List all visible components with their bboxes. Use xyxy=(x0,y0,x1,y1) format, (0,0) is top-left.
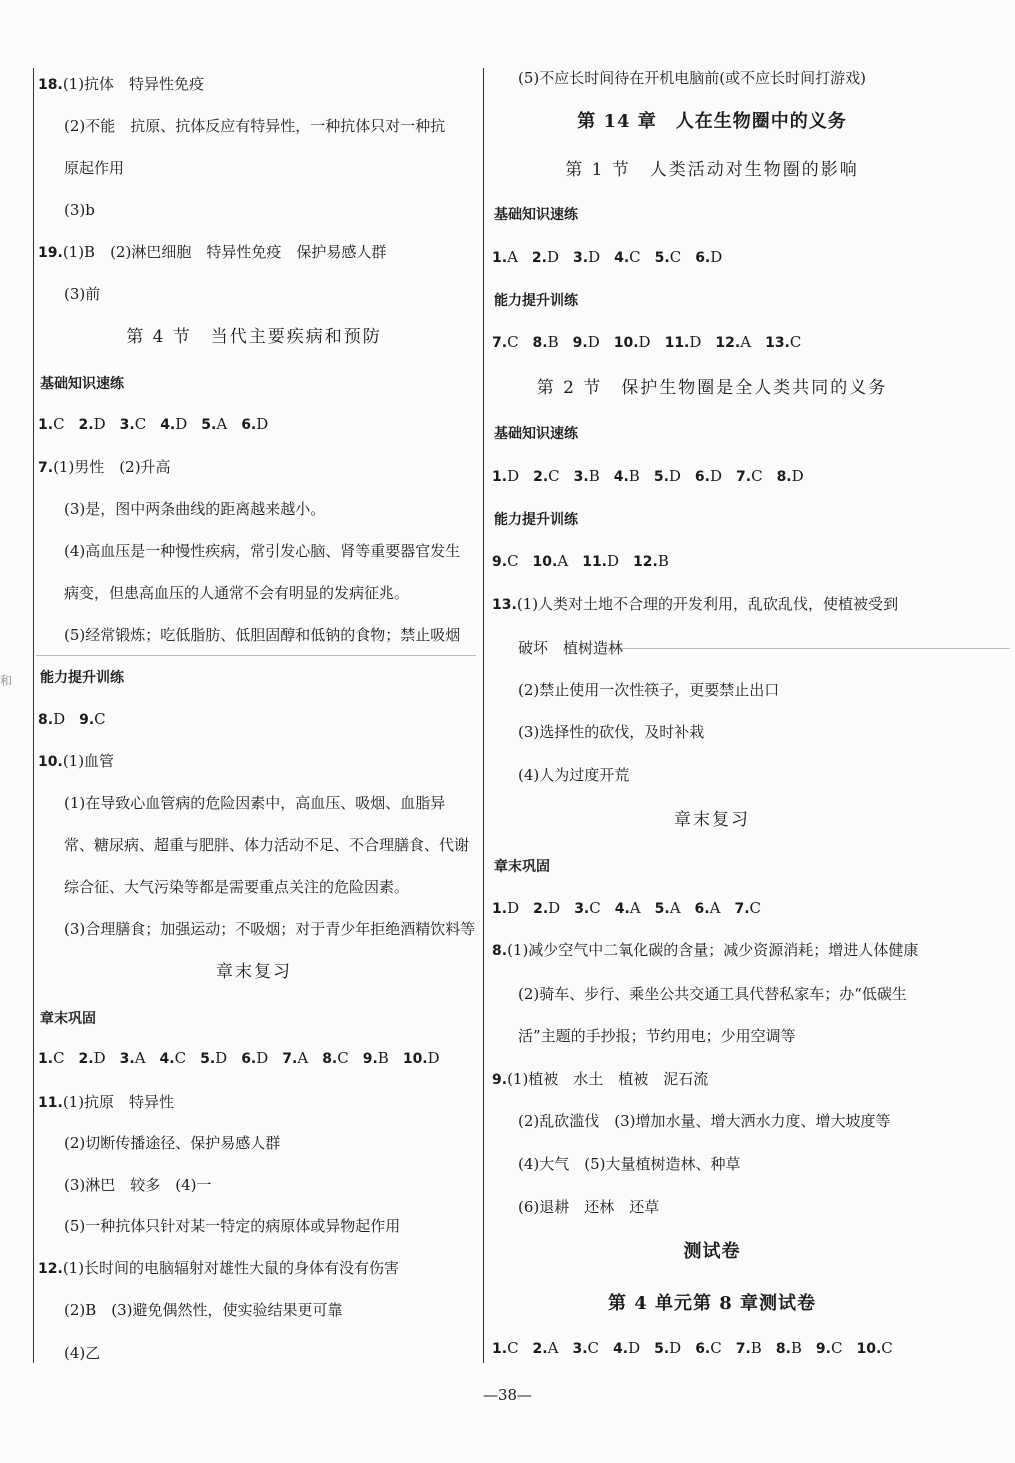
answer-number: 2. xyxy=(533,469,549,485)
answer-item xyxy=(695,1338,722,1359)
answer-choice: A xyxy=(629,899,641,917)
answer-item xyxy=(615,898,641,919)
answer-number: 5. xyxy=(654,250,670,266)
q9-line1: 9.(1)植被 水土 植被 泥石流 xyxy=(492,1070,709,1088)
answer-number: 3. xyxy=(572,1341,588,1357)
answer-choice: C xyxy=(669,248,682,266)
answer-item xyxy=(403,1048,440,1069)
answer-choice: A xyxy=(557,552,569,570)
answer-number: 8. xyxy=(532,335,548,351)
s2-ability-answers xyxy=(492,551,683,572)
section-separator-left xyxy=(36,655,476,656)
answer-number: 4. xyxy=(614,250,630,266)
answer-item xyxy=(614,247,641,268)
answer-item xyxy=(79,414,106,435)
answer-item xyxy=(613,1338,640,1359)
answer-item xyxy=(573,247,600,268)
q19-line1: 19.(1)B (2)淋巴细胞 特异性免疫 保护易感人群 xyxy=(38,243,387,261)
answer-choice: D xyxy=(709,467,723,485)
s1-ability-answers xyxy=(492,332,815,353)
answer-number: 12. xyxy=(633,554,658,570)
answer-choice: D xyxy=(628,1339,641,1357)
answer-choice: D xyxy=(507,899,520,917)
answer-item xyxy=(614,466,640,487)
answer-number: 7. xyxy=(282,1051,298,1067)
answer-number: 5. xyxy=(653,469,669,485)
answer-number: 7. xyxy=(735,1341,751,1357)
answer-item xyxy=(38,414,65,435)
ability-label: 能力提升训练 xyxy=(40,670,124,686)
q8-line2: (2)骑车、步行、乘坐公共交通工具代替私家车；办“低碳生 xyxy=(518,985,907,1003)
review-label-right: 章末巩固 xyxy=(494,859,550,875)
answer-item xyxy=(200,1048,227,1069)
answer-choice: C xyxy=(507,552,519,570)
answer-item xyxy=(715,332,751,353)
q11-line2: (2)切断传播途径、保护易感人群 xyxy=(64,1134,281,1152)
answer-choice: D xyxy=(256,415,269,433)
answer-number: 4. xyxy=(613,469,629,485)
answer-item xyxy=(492,247,518,268)
answer-choice: D xyxy=(588,248,601,266)
answer-number: 6. xyxy=(695,1341,711,1357)
answer-number: 7. xyxy=(734,901,750,917)
q18-line4: (3)b xyxy=(64,201,95,219)
answer-item xyxy=(572,1338,599,1359)
answer-number: 2. xyxy=(78,1051,94,1067)
answer-number: 1. xyxy=(492,250,508,266)
answer-choice: D xyxy=(791,467,804,485)
answer-number: 11. xyxy=(582,554,608,570)
q12-line3: (4)乙 xyxy=(64,1344,101,1362)
answer-choice: D xyxy=(215,1049,228,1067)
review-title-right: 章末复习 xyxy=(674,810,750,830)
answer-item xyxy=(533,1338,559,1359)
answer-choice: B xyxy=(750,1339,762,1357)
test-answers xyxy=(492,1338,907,1359)
review-title-left: 章末复习 xyxy=(216,962,292,982)
answer-choice: D xyxy=(548,899,561,917)
q13-line3: (2)禁止使用一次性筷子，更要禁止出口 xyxy=(518,681,780,699)
answer-number: 3. xyxy=(573,469,589,485)
q10-line4: 综合征、大气污染等都是需要重点关注的危险因素。 xyxy=(64,878,410,896)
answer-choice: A xyxy=(507,248,518,266)
answer-number: 4. xyxy=(614,901,630,917)
answer-choice: C xyxy=(53,415,65,433)
answer-choice: B xyxy=(547,333,559,351)
answer-item xyxy=(492,466,519,487)
answer-item xyxy=(533,332,559,353)
answer-number: 2. xyxy=(533,901,549,917)
s2-basic-label: 基础知识速练 xyxy=(494,426,578,442)
answer-item xyxy=(533,898,560,919)
q18-line3: 原起作用 xyxy=(64,159,125,177)
answer-number: 2. xyxy=(78,417,94,433)
answer-choice: D xyxy=(427,1049,440,1067)
answer-number: 10. xyxy=(402,1051,428,1067)
q9-line3: (4)大气 (5)大量植树造林、种草 xyxy=(518,1155,741,1173)
answer-number: 5. xyxy=(200,1051,216,1067)
answer-item xyxy=(38,1048,65,1069)
answer-choice: D xyxy=(93,1049,106,1067)
answer-number: 7. xyxy=(736,469,752,485)
section-separator-right xyxy=(600,648,1010,649)
basic-label: 基础知识速练 xyxy=(40,376,124,392)
q18-line2: (2)不能 抗原、抗体反应有特异性，一种抗体只对一种抗 xyxy=(64,117,446,135)
s1-basic-answers xyxy=(492,247,736,268)
answer-item xyxy=(241,1048,268,1069)
q7-line4: 病变，但患高血压的人通常不会有明显的发病征兆。 xyxy=(64,584,410,602)
answer-item xyxy=(492,898,519,919)
answer-choice: C xyxy=(589,899,601,917)
answer-item xyxy=(856,1338,892,1359)
answer-number: 11. xyxy=(664,335,690,351)
test-subtitle: 第 4 单元第 8 章测试卷 xyxy=(607,1293,817,1314)
answer-choice: A xyxy=(709,899,721,917)
answer-number: 9. xyxy=(362,1051,378,1067)
answer-choice: D xyxy=(53,710,66,728)
answer-item xyxy=(695,247,722,268)
answer-number: 9. xyxy=(79,712,95,728)
answer-number: 3. xyxy=(573,250,589,266)
q7-line5: (5)经常锻炼；吃低脂肪、低胆固醇和低钠的食物；禁止吸烟 xyxy=(64,626,461,644)
answer-item xyxy=(532,247,559,268)
answer-number: 10. xyxy=(532,554,558,570)
answer-number: 1. xyxy=(38,1051,54,1067)
answer-item xyxy=(201,414,227,435)
chapter-14-title: 第 14 章 人在生物圈中的义务 xyxy=(577,111,847,132)
q13-line2: 破坏 植树造林 xyxy=(518,639,624,657)
answer-item xyxy=(655,247,682,268)
answer-item xyxy=(574,466,600,487)
answer-choice: B xyxy=(657,552,669,570)
answer-item xyxy=(734,898,761,919)
q12-line4: (5)不应长时间待在开机电脑前(或不应长时间打游戏) xyxy=(518,69,866,87)
answer-item xyxy=(776,1338,802,1359)
answer-item xyxy=(665,332,702,353)
answer-choice: D xyxy=(668,467,681,485)
q8-line3: 活”主题的手抄报；节约用电；少用空调等 xyxy=(518,1027,796,1045)
answer-item xyxy=(363,1048,389,1069)
answer-choice: C xyxy=(548,467,560,485)
answer-choice: C xyxy=(789,333,802,351)
q10-line2: (1)在导致心血管病的危险因素中，高血压、吸烟、血脂异 xyxy=(64,794,446,812)
answer-number: 9. xyxy=(572,335,588,351)
column-divider xyxy=(483,68,484,1363)
left-margin-line xyxy=(33,68,34,1363)
answer-number: 2. xyxy=(531,250,547,266)
answer-number: 2. xyxy=(532,1341,548,1357)
answer-item xyxy=(282,1048,308,1069)
review-label-left: 章末巩固 xyxy=(40,1011,96,1027)
answer-choice: D xyxy=(546,248,559,266)
answer-choice: C xyxy=(337,1049,349,1067)
answer-item xyxy=(654,466,681,487)
answer-item xyxy=(38,709,65,730)
q7-line1: 7.(1)男性 (2)升高 xyxy=(38,458,171,476)
q12-line2: (2)B (3)避免偶然性，使实验结果更可靠 xyxy=(64,1301,343,1319)
basic-answers xyxy=(38,414,282,435)
answer-item xyxy=(582,551,619,572)
answer-choice: C xyxy=(629,248,641,266)
q7-line2: (3)是，图中两条曲线的距离越来越小。 xyxy=(64,500,326,518)
s2-basic-answers xyxy=(492,466,818,487)
answer-choice: A xyxy=(216,415,228,433)
answer-choice: D xyxy=(587,333,600,351)
answer-number: 4. xyxy=(159,1051,175,1067)
answer-number: 6. xyxy=(695,250,711,266)
answer-choice: D xyxy=(669,1339,682,1357)
q12-line1: 12.(1)长时间的电脑辐射对雄性大鼠的身体有没有伤害 xyxy=(38,1259,400,1277)
answer-number: 1. xyxy=(492,901,508,917)
answer-choice: C xyxy=(174,1049,187,1067)
answer-choice: C xyxy=(507,1339,519,1357)
q8-line1: 8.(1)减少空气中二氧化碳的含量；减少资源消耗；增进人体健康 xyxy=(492,941,919,959)
answer-choice: C xyxy=(134,415,147,433)
answer-item xyxy=(765,332,801,353)
answer-choice: B xyxy=(790,1339,802,1357)
answer-number: 4. xyxy=(613,1341,629,1357)
answer-item xyxy=(736,466,763,487)
edge-character: 和 xyxy=(0,674,13,688)
section-title-4: 第 4 节 当代主要疾病和预防 xyxy=(126,327,382,347)
q19-line2: (3)前 xyxy=(64,285,101,303)
answer-number: 8. xyxy=(776,469,792,485)
answer-number: 6. xyxy=(241,417,257,433)
answer-choice: C xyxy=(751,467,763,485)
page-number: —38— xyxy=(482,1386,533,1404)
answer-choice: D xyxy=(256,1049,269,1067)
answer-choice: D xyxy=(93,415,106,433)
answer-number: 9. xyxy=(815,1341,831,1357)
answer-item xyxy=(160,1048,187,1069)
answer-item xyxy=(695,898,721,919)
answer-number: 8. xyxy=(775,1341,791,1357)
answer-item xyxy=(736,1338,762,1359)
answer-choice: A xyxy=(740,333,752,351)
answer-choice: C xyxy=(53,1049,65,1067)
answer-item xyxy=(492,551,519,572)
s1-ability-label: 能力提升训练 xyxy=(494,293,578,309)
test-title: 测试卷 xyxy=(683,1241,741,1262)
review-answers-right xyxy=(492,898,775,919)
answer-number: 10. xyxy=(856,1341,882,1357)
answer-number: 7. xyxy=(492,335,508,351)
answer-choice: D xyxy=(607,552,620,570)
answer-item xyxy=(120,1048,146,1069)
q11-line4: (5)一种抗体只针对某一特定的病原体或异物起作用 xyxy=(64,1217,401,1235)
q13-line4: (3)选择性的砍伐，及时补栽 xyxy=(518,723,705,741)
answer-item xyxy=(633,551,669,572)
answer-item xyxy=(614,332,651,353)
answer-choice: D xyxy=(638,333,651,351)
q11-line1: 11.(1)抗原 特异性 xyxy=(38,1093,175,1111)
answer-number: 4. xyxy=(160,417,176,433)
answer-number: 13. xyxy=(765,335,790,351)
answer-number: 3. xyxy=(119,417,135,433)
answer-number: 8. xyxy=(322,1051,338,1067)
answer-number: 1. xyxy=(492,469,508,485)
answer-item xyxy=(160,414,187,435)
answer-item xyxy=(574,898,601,919)
answer-item xyxy=(79,1048,106,1069)
answer-item xyxy=(492,1338,519,1359)
q9-line4: (6)退耕 还林 还草 xyxy=(518,1198,660,1216)
answer-item xyxy=(533,551,569,572)
answer-number: 6. xyxy=(694,901,710,917)
answer-number: 12. xyxy=(715,335,741,351)
answer-choice: A xyxy=(297,1049,309,1067)
q10-line1: 10.(1)血管 xyxy=(38,752,115,770)
answer-item xyxy=(322,1048,349,1069)
answer-item xyxy=(573,332,600,353)
answer-choice: B xyxy=(377,1049,389,1067)
answer-item xyxy=(695,466,722,487)
answer-number: 1. xyxy=(492,1341,508,1357)
answer-number: 5. xyxy=(654,901,670,917)
q11-line3: (3)淋巴 较多 (4)一 xyxy=(64,1176,212,1194)
answer-item xyxy=(241,414,268,435)
answer-item xyxy=(654,1338,681,1359)
answer-item xyxy=(655,898,681,919)
answer-choice: C xyxy=(94,710,106,728)
answer-choice: D xyxy=(175,415,188,433)
q7-line3: (4)高血压是一种慢性疾病，常引发心脑、肾等重要器官发生 xyxy=(64,542,461,560)
answer-item xyxy=(79,709,106,730)
answer-choice: A xyxy=(669,899,681,917)
s2-ability-label: 能力提升训练 xyxy=(494,512,578,528)
answer-number: 9. xyxy=(492,554,508,570)
answer-number: 5. xyxy=(201,417,217,433)
q10-line3: 常、糖尿病、超重与肥胖、体力活动不足、不合理膳食、代谢 xyxy=(64,836,470,854)
answer-choice: D xyxy=(689,333,702,351)
q18-line1: 18.(1)抗体 特异性免疫 xyxy=(38,75,205,93)
answer-number: 6. xyxy=(241,1051,257,1067)
review-answers-left xyxy=(38,1048,454,1069)
answer-choice: C xyxy=(749,899,761,917)
ability-answers xyxy=(38,709,120,730)
answer-item xyxy=(492,332,519,353)
answer-item xyxy=(777,466,804,487)
answer-choice: D xyxy=(710,248,723,266)
answer-number: 5. xyxy=(654,1341,670,1357)
answer-item xyxy=(120,414,147,435)
answer-item xyxy=(816,1338,843,1359)
section-title-1: 第 1 节 人类活动对生物圈的影响 xyxy=(565,160,859,180)
answer-number: 3. xyxy=(119,1051,135,1067)
q10-line5: (3)合理膳食；加强运动；不吸烟；对于青少年拒绝酒精饮料等 xyxy=(64,920,476,938)
answer-number: 8. xyxy=(38,712,54,728)
s1-basic-label: 基础知识速练 xyxy=(494,207,578,223)
answer-choice: C xyxy=(587,1339,599,1357)
answer-choice: C xyxy=(507,333,519,351)
answer-number: 3. xyxy=(574,901,590,917)
answer-choice: B xyxy=(628,467,640,485)
q9-line2: (2)乱砍滥伐 (3)增加水量、增大洒水力度、增大坡度等 xyxy=(518,1112,891,1130)
answer-choice: A xyxy=(134,1049,146,1067)
answer-choice: C xyxy=(830,1339,843,1357)
answer-choice: D xyxy=(507,467,520,485)
answer-choice: A xyxy=(547,1339,559,1357)
answer-choice: B xyxy=(588,467,600,485)
answer-number: 1. xyxy=(38,417,54,433)
answer-number: 10. xyxy=(613,335,639,351)
answer-item xyxy=(533,466,560,487)
q13-line5: (4)人为过度开荒 xyxy=(518,766,630,784)
answer-choice: C xyxy=(710,1339,722,1357)
answer-number: 6. xyxy=(694,469,710,485)
q13-line1: 13.(1)人类对土地不合理的开发利用，乱砍乱伐，使植被受到 xyxy=(492,595,899,613)
section-title-2: 第 2 节 保护生物圈是全人类共同的义务 xyxy=(536,378,888,398)
answer-choice: C xyxy=(881,1339,893,1357)
